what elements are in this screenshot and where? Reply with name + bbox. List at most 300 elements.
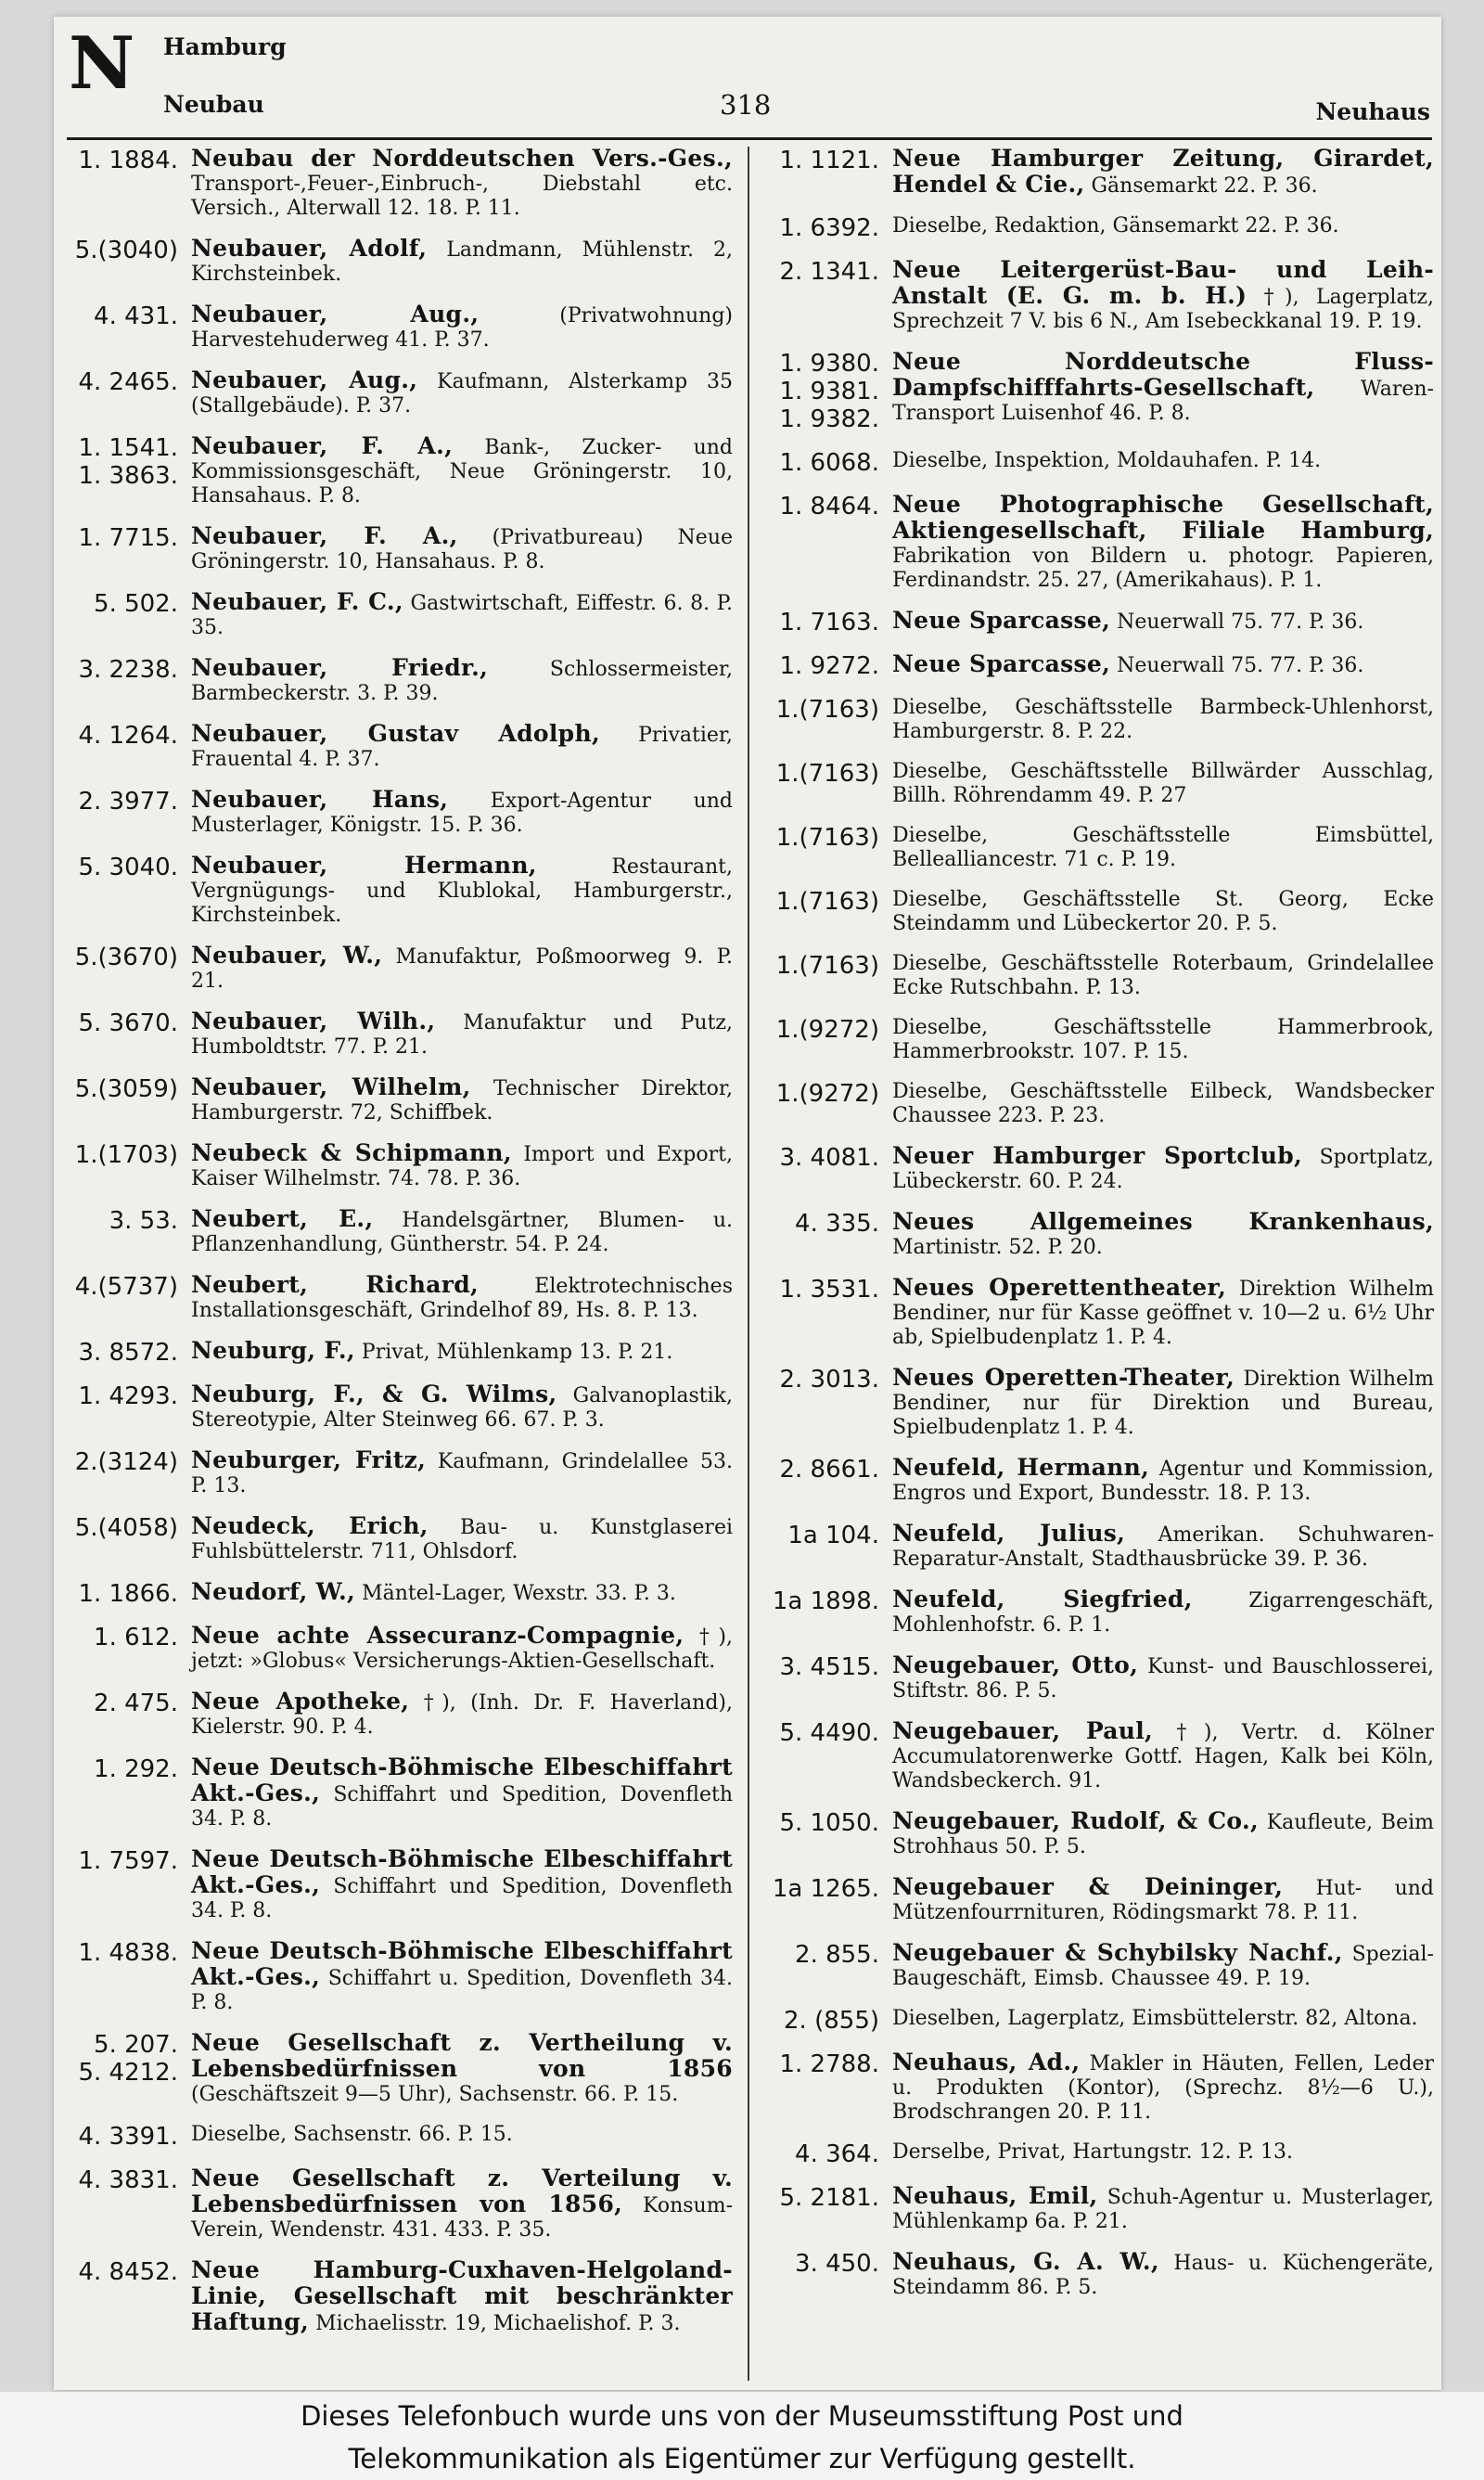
entry-name: Neubauer, Hans, [191,786,449,813]
phone-number: 4. 3391. [78,2123,178,2151]
entry-text [191,1580,733,1608]
entry-name: Neubauer, Adolf, [191,235,428,262]
entry-details: †), (Inh. Dr. F. Haverland), Kielerstr. 90. P. 4. [191,1691,733,1739]
entry-details: Schiffahrt u. Spedition, Dovenfleth 34. P. 8. [191,1967,733,2014]
phone-number: 5.(3670) [74,944,178,971]
entry-details: Transport-,Feuer-,Einbruch-, Diebstahl etc. Versich., Alterwall 12. 18. P. 11. [191,173,733,220]
entry-name: Neubauer, W., [191,942,383,969]
directory-entry [61,656,733,706]
entry-details: Dieselbe, Geschäftsstelle Hammerbrook, Hammerbrookstr. 107. P. 15. [892,1016,1434,1063]
entry-details: Kaufmann, Grindelallee 53. P. 13. [191,1450,733,1497]
entry-details: Schuh-Agentur u. Musterlager, Mühlenkamp 6a. P. 21. [892,2186,1434,2233]
entry-text [892,1587,1434,1638]
phone-number: 1a 104. [787,1522,879,1549]
entry-name: Neue Hamburger Zeitung, Girardet, Hendel & Cie., [892,145,1434,198]
entry-details: Dieselbe, Geschäftsstelle Barmbeck-Uhlenhorst, Hamburgerstr. 8. P. 22. [892,696,1434,743]
entry-text [892,1276,1434,1350]
directory-entry [61,1755,733,1831]
entry-name: Neufeld, Julius, [892,1520,1126,1547]
directory-entry [61,1075,733,1125]
entry-text [191,656,733,706]
entry-text [191,237,733,287]
directory-entry [762,824,1434,872]
entry-details: Haus- u. Küchengeräte, Steindamm 86. P. 5. [892,2252,1434,2299]
entry-details: Neuerwall 75. 77. P. 36. [1117,654,1364,677]
entry-details: Martinistr. 52. P. 20. [892,1236,1103,1259]
directory-entry [61,237,733,287]
entry-text [892,1809,1434,1859]
entry-text [892,1144,1434,1194]
entry-details: Schiffahrt und Spedition, Dovenfleth 34. P. 8. [191,1783,733,1831]
phone-number: 1. 9272. [779,652,879,680]
phone-number: 2. 8661. [779,1456,879,1484]
entry-text [892,1080,1434,1128]
entry-text [892,147,1434,199]
phone-number: 3. 450. [795,2250,879,2278]
entry-text [191,1382,733,1433]
phone-number: 3. 4081. [779,1144,879,1172]
directory-entry [762,258,1434,334]
directory-entry [61,1847,733,1923]
entry-name: Neubauer, F. A., [191,522,458,549]
entry-details: Michaelisstr. 19, Michaelishof. P. 3. [315,2312,681,2335]
entry-name: Neue Deutsch-Böhmische Elbeschiffahrt Akt.-Ges., [191,1937,733,1990]
phone-number: 5. 207. 5. 4212. [78,2031,178,2087]
directory-entry [61,1448,733,1498]
directory-entry [61,302,733,353]
phone-number: 1. 7597. [78,1847,178,1875]
phone-number: 1.(7163) [775,760,879,788]
directory-entry [762,1016,1434,1064]
entry-details: Dieselbe, Geschäftsstelle Roterbaum, Grindelallee Ecke Rutschbahn. P. 13. [892,952,1434,999]
phone-number: 1. 4838. [78,1939,178,1967]
entry-text [892,2140,1434,2168]
entry-text [892,824,1434,872]
entry-name: Neubauer, Friedr., [191,654,489,681]
directory-entry [762,1587,1434,1638]
phone-number: 1a 1265. [772,1875,879,1903]
entry-details: Waren-Transport Luisenhof 46. P. 8. [892,378,1434,425]
phone-number: 4. 2465. [78,368,178,396]
phone-number: 5. 1050. [779,1809,879,1837]
phone-number: 2. 3013. [779,1366,879,1394]
phone-number: 1a 1898. [772,1587,879,1615]
header-rule [67,137,1432,140]
section-letter: N [69,21,135,106]
directory-entry [61,2031,733,2107]
entry-text [892,1210,1434,1260]
entry-name: Neuer Hamburger Sportclub, [892,1142,1303,1169]
phone-number: 2. 855. [795,1941,879,1969]
entry-text [892,760,1434,808]
entry-text [191,524,733,574]
phone-number: 3. 4515. [779,1653,879,1681]
directory-entry [762,2140,1434,2168]
phone-number: 4. 3831. [78,2166,178,2194]
entry-details: Direktion Wilhelm Bendiner, nur für Kasse geöffnet v. 10—2 u. 6½ Uhr ab, Spielbudenplatz 1. P. 4. [892,1278,1434,1349]
entry-text [191,368,733,418]
page-number: 318 [720,89,772,121]
phone-number: 1. 9380. 1. 9381. 1. 9382. [779,350,879,433]
entry-name: Neuhaus, Emil, [892,2182,1098,2209]
entry-text [892,1366,1434,1440]
entry-details: Dieselbe, Geschäftsstelle Eilbeck, Wandsbecker Chaussee 223. P. 23. [892,1080,1434,1127]
directory-entry [762,1456,1434,1506]
phone-number: 3. 8572. [78,1339,178,1367]
city-heading: Hamburg [163,33,287,60]
footer-line-1: Dieses Telefonbuch wurde uns von der Museumsstiftung Post und [301,2400,1183,2432]
entry-text [892,1456,1434,1506]
directory-entry [762,2184,1434,2234]
directory-entry [61,1273,733,1323]
entry-details: Bau- u. Kunstglaserei Fuhlsbüttelerstr. 711, Ohlsdorf. [191,1516,733,1563]
entry-details: Hut- und Mützenfourrnituren, Rödingsmarkt 78. P. 11. [892,1877,1434,1924]
entry-text [892,2250,1434,2300]
entry-text [191,434,733,508]
entry-text [892,2007,1434,2035]
column-divider [748,147,749,2381]
phone-number: 1. 8464. [779,493,879,520]
phone-number: 1. 7715. [78,524,178,552]
entry-details: Mäntel-Lager, Wexstr. 33. P. 3. [362,1582,676,1605]
entry-name: Neue Leitergerüst-Bau- und Leih-Anstalt (E. G. m. b. H.) [892,256,1434,309]
entry-text [191,1847,733,1923]
directory-entry [61,1382,733,1433]
entry-text [191,722,733,772]
phone-number: 2. 475. [94,1690,178,1717]
entry-text [892,1653,1434,1703]
entry-name: Neue Apotheke, [191,1688,410,1715]
directory-entry [762,493,1434,593]
entry-details: Zigarrengeschäft, Mohlenhofstr. 6. P. 1. [892,1589,1434,1637]
entry-text [191,788,733,838]
entry-name: Neubauer, F. A., [191,432,454,459]
entry-details: Dieselbe, Geschäftsstelle Billwärder Ausschlag, Billh. Röhrendamm 49. P. 27 [892,760,1434,807]
phone-number: 3. 53. [109,1207,178,1235]
entry-text [191,1690,733,1740]
entry-details: Dieselbe, Redaktion, Gänsemarkt 22. P. 36. [892,214,1339,238]
entry-name: Neubert, Richard, [191,1271,480,1298]
directory-entry [762,2250,1434,2300]
phone-number: 1.(7163) [775,824,879,852]
entry-text [892,2184,1434,2234]
entry-name: Neubauer, Wilhelm, [191,1073,471,1100]
directory-entry [762,1875,1434,1925]
directory-entry [61,2123,733,2151]
entry-text [191,1339,733,1367]
footer-line-2: Telekommunikation als Eigentümer zur Verfügung gestellt. [348,2443,1136,2474]
directory-entry [762,1366,1434,1440]
directory-entry [762,2050,1434,2125]
phone-number: 1. 1866. [78,1580,178,1608]
directory-entry [762,1941,1434,1991]
directory-entry [61,2166,733,2242]
entry-text [191,1141,733,1191]
directory-entry [762,1522,1434,1572]
directory-entry [762,1210,1434,1260]
entry-name: Neubau der Norddeutschen Vers.-Ges., [191,145,733,172]
entry-details: Dieselben, Lagerplatz, Eimsbüttelerstr. 82, Altona. [892,2007,1418,2030]
directory-entry [61,722,733,772]
directory-entry [61,944,733,994]
directory-entry [762,1653,1434,1703]
entry-text [191,1514,733,1564]
entry-text [892,1875,1434,1925]
right-column [762,147,1434,2316]
entry-details: Konsum-Verein, Wendenstr. 431. 433. P. 35. [191,2194,733,2242]
directory-entry [762,696,1434,744]
entry-name: Neudorf, W., [191,1578,356,1605]
entry-text [191,1009,733,1060]
entry-name: Neuburg, F., & G. Wilms, [191,1381,557,1407]
directory-entry [762,214,1434,242]
entry-text [892,449,1434,477]
entry-details: Elektrotechnisches Installationsgeschäft, Grindelhof 89, Hs. 8. P. 13. [191,1275,733,1322]
entry-text [892,1016,1434,1064]
first-keyword: Neubau [163,91,264,118]
entry-details: Gänsemarkt 22. P. 36. [1091,174,1318,198]
entry-details: Technischer Direktor, Hamburgerstr. 72, Schiffbek. [191,1077,733,1124]
entry-text [191,1624,733,1674]
directory-entry [61,524,733,574]
entry-details: (Privatbureau) Neue Gröningerstr. 10, Hansahaus. P. 8. [191,526,734,573]
entry-text [191,944,733,994]
entry-details: Neuerwall 75. 77. P. 36. [1117,610,1364,634]
directory-entry [762,1809,1434,1859]
entry-text [191,1448,733,1498]
entry-name: Neubauer, Hermann, [191,852,537,879]
entry-name: Neue Gesellschaft z. Vertheilung v. Lebensbedürfnissen von 1856 [191,2029,733,2082]
entry-name: Neubeck & Schipmann, [191,1139,512,1166]
entry-details: Spezial-Baugeschäft, Eimsb. Chaussee 49. P. 19. [892,1943,1434,1990]
entry-name: Neubauer, Aug., [191,366,418,393]
entry-details: Dieselbe, Inspektion, Moldauhafen. P. 14. [892,449,1322,472]
entry-details: Manufaktur, Poßmoorweg 9. P. 21. [191,945,733,993]
entry-text [892,214,1434,242]
entry-details: Privat, Mühlenkamp 13. P. 21. [361,1341,673,1364]
entry-details: Bank-, Zucker- und Kommissionsgeschäft, Neue Gröningerstr. 10, Hansahaus. P. 8. [191,436,734,508]
entry-name: Neue achte Assecuranz-Compagnie, [191,1622,684,1649]
directory-entry [61,1514,733,1564]
entry-details: Manufaktur und Putz, Humboldtstr. 77. P. 21. [191,1011,733,1059]
entry-name: Neugebauer, Rudolf, & Co., [892,1807,1259,1834]
entry-name: Neubauer, Gustav Adolph, [191,720,600,747]
directory-entry [762,652,1434,680]
entry-name: Neues Operetten-Theater, [892,1364,1235,1391]
entry-text [191,1755,733,1831]
directory-entry [762,1276,1434,1350]
directory-entry [61,788,733,838]
entry-details: Kunst- und Bauschlosserei, Stiftstr. 86. P. 5. [892,1655,1434,1703]
entry-details: Schiffahrt und Spedition, Dovenfleth 34. P. 8. [191,1875,733,1922]
phone-number: 1. 292. [94,1755,178,1783]
directory-entry [61,368,733,418]
entry-name: Neuhaus, Ad., [892,2049,1081,2075]
entry-text [892,350,1434,433]
entry-name: Neuhaus, G. A. W., [892,2248,1159,2275]
directory-entry [762,147,1434,199]
entry-details: Makler in Häuten, Fellen, Leder u. Produkten (Kontor), (Sprechz. 8½—6 U.), Brodschrangen 20. P. 11. [892,2052,1434,2124]
entry-text [892,1522,1434,1572]
entry-details: Galvanoplastik, Stereotypie, Alter Steinweg 66. 67. P. 3. [191,1384,733,1432]
entry-details: (Privatwohnung) Harvestehuderweg 41. P. 37. [191,304,734,352]
entry-name: Neue Deutsch-Böhmische Elbeschiffahrt Akt.-Ges., [191,1845,733,1898]
phone-number: 2.(3124) [74,1448,178,1476]
phone-number: 4. 1264. [78,722,178,750]
phone-number: 5.(3040) [74,237,178,264]
entry-details: Gastwirtschaft, Eiffestr. 6. 8. P. 35. [191,592,733,639]
phone-number: 5. 3040. [78,854,178,881]
phone-number: 1.(7163) [775,888,879,916]
phone-number: 1. 1541. 1. 3863. [78,434,178,490]
entry-name: Neuburg, F., [191,1337,355,1364]
phone-number: 5. 502. [94,590,178,618]
phone-number: 2. 1341. [779,258,879,286]
phone-number: 4.(5737) [74,1273,178,1301]
entry-text [892,952,1434,1000]
entry-details: Handelsgärtner, Blumen- u. Pflanzenhandlung, Güntherstr. 54. P. 24. [191,1209,733,1256]
entry-text [892,696,1434,744]
directory-entry [61,1141,733,1191]
entry-text [191,2166,733,2242]
phone-number: 5.(4058) [74,1514,178,1542]
phone-number: 1.(7163) [775,952,879,980]
entry-name: Neues Operettentheater, [892,1274,1227,1301]
entry-name: Neubauer, Aug., [191,301,480,328]
phone-number: 1. 4293. [78,1382,178,1410]
entry-details: (Geschäftszeit 9—5 Uhr), Sachsenstr. 66. P. 15. [191,2083,679,2106]
directory-entry [762,609,1434,636]
entry-text [892,493,1434,593]
directory-page [54,17,1441,2390]
entry-details: Schlossermeister, Barmbeckerstr. 3. P. 39. [191,658,733,705]
entry-name: Neues Allgemeines Krankenhaus, [892,1208,1434,1235]
entry-text [892,258,1434,334]
entry-text [892,2050,1434,2125]
entry-details: Dieselbe, Sachsenstr. 66. P. 15. [191,2123,513,2146]
entry-text [191,590,733,640]
directory-entry [762,350,1434,433]
entry-name: Neugebauer & Deininger, [892,1873,1284,1900]
entry-text [191,302,733,353]
last-keyword: Neuhaus [1315,98,1430,125]
directory-entry [61,1690,733,1740]
left-column [61,147,733,2352]
directory-entry [61,854,733,928]
entry-details: Import und Export, Kaiser Wilhelmstr. 74. 78. P. 36. [191,1143,733,1190]
entry-name: Neue Deutsch-Böhmische Elbeschiffahrt Akt.-Ges., [191,1754,733,1806]
phone-number: 1.(7163) [775,696,879,724]
entry-name: Neugebauer, Paul, [892,1717,1154,1744]
directory-entry [762,1080,1434,1128]
directory-entry [762,1144,1434,1194]
directory-entry [762,449,1434,477]
entry-details: †), jetzt: »Globus« Versicherungs-Aktien-Gesellschaft. [191,1625,733,1673]
phone-number: 5. 2181. [779,2184,879,2212]
directory-entry [61,1009,733,1060]
phone-number: 1.(9272) [775,1016,879,1044]
entry-details: Restaurant, Vergnügungs- und Klublokal, Hamburgerstr., Kirchsteinbek. [191,855,733,927]
entry-name: Neugebauer, Otto, [892,1651,1139,1678]
directory-entry [61,2258,733,2336]
directory-entry [762,888,1434,936]
entry-name: Neue Gesellschaft z. Verteilung v. Lebensbedürfnissen von 1856, [191,2165,733,2217]
entry-text [191,2123,733,2151]
entry-text [191,1273,733,1323]
entry-details: Agentur und Kommission, Engros und Export, Bundesstr. 18. P. 13. [892,1458,1435,1505]
phone-number: 1.(1703) [74,1141,178,1169]
phone-number: 2. (855) [784,2007,879,2035]
entry-text [892,888,1434,936]
directory-entry [61,590,733,640]
directory-entry [762,952,1434,1000]
entry-details: †), Vertr. d. Kölner Accumulatorenwerke Gottf. Hagen, Kalk bei Köln, Wandsbeckerch. 91. [892,1721,1434,1793]
entry-details: Derselbe, Privat, Hartungstr. 12. P. 13. [892,2140,1293,2164]
phone-number: 1. 2788. [779,2050,879,2078]
phone-number: 1. 6068. [779,449,879,477]
phone-number: 5.(3059) [74,1075,178,1103]
entry-text [191,1939,733,2015]
phone-number: 2. 3977. [78,788,178,816]
directory-entry [762,2007,1434,2035]
directory-entry [61,434,733,508]
entry-details: Privatier, Frauental 4. P. 37. [191,724,733,771]
entry-text [892,1719,1434,1793]
entry-details: Fabrikation von Bildern u. photogr. Papieren, Ferdinandstr. 25. 27, (Amerikahaus). P. 1. [892,545,1434,592]
phone-number: 1. 1121. [779,147,879,174]
entry-text [892,1941,1434,1991]
entry-details: Export-Agentur und Musterlager, Königstr. 15. P. 36. [191,790,734,837]
phone-number: 1. 6392. [779,214,879,242]
entry-details: Amerikan. Schuhwaren-Reparatur-Anstalt, Stadthausbrücke 39. P. 36. [892,1523,1434,1571]
directory-entry [762,760,1434,808]
entry-text [892,652,1434,680]
entry-details: Sportplatz, Lübeckerstr. 60. P. 24. [892,1146,1434,1193]
entry-name: Neue Norddeutsche Fluss-Dampfschifffahrts-Gesellschaft, [892,348,1434,401]
phone-number: 4. 8452. [78,2258,178,2286]
entry-name: Neubauer, F. C., [191,588,403,615]
entry-details: Direktion Wilhelm Bendiner, nur für Direktion und Bureau, Spielbudenplatz 1. P. 4. [892,1368,1434,1439]
directory-entry [61,1339,733,1367]
phone-number: 4. 364. [795,2140,879,2168]
entry-name: Neufeld, Siegfried, [892,1586,1193,1613]
phone-number: 5. 4490. [779,1719,879,1747]
directory-entry [61,1939,733,2015]
entry-name: Neue Sparcasse, [892,650,1111,677]
phone-number: 5. 3670. [78,1009,178,1037]
phone-number: 4. 431. [94,302,178,330]
entry-text [191,147,733,221]
directory-entry [61,1624,733,1674]
entry-name: Neue Hamburg-Cuxhaven-Helgoland-Linie, Gesellschaft mit beschränkter Haftung, [191,2256,733,2335]
phone-number: 1. 612. [94,1624,178,1651]
entry-name: Neue Photographische Gesellschaft, Aktiengesellschaft, Filiale Hamburg, [892,491,1434,544]
entry-name: Neudeck, Erich, [191,1512,429,1539]
directory-entry [61,147,733,221]
entry-name: Neugebauer & Schybilsky Nachf., [892,1939,1343,1966]
entry-text [191,854,733,928]
entry-details: †), Lagerplatz, Sprechzeit 7 V. bis 6 N., Am Isebeckkanal 19. P. 19. [892,286,1434,333]
phone-number: 3. 2238. [78,656,178,684]
phone-number: 1.(9272) [775,1080,879,1108]
entry-name: Neue Sparcasse, [892,607,1111,634]
phone-number: 1. 7163. [779,609,879,636]
entry-details: Kaufleute, Beim Strohhaus 50. P. 5. [892,1811,1434,1858]
entry-name: Neubert, E., [191,1205,374,1232]
entry-name: Neubauer, Wilh., [191,1008,436,1034]
phone-number: 1. 3531. [779,1276,879,1304]
entry-text [191,1207,733,1257]
